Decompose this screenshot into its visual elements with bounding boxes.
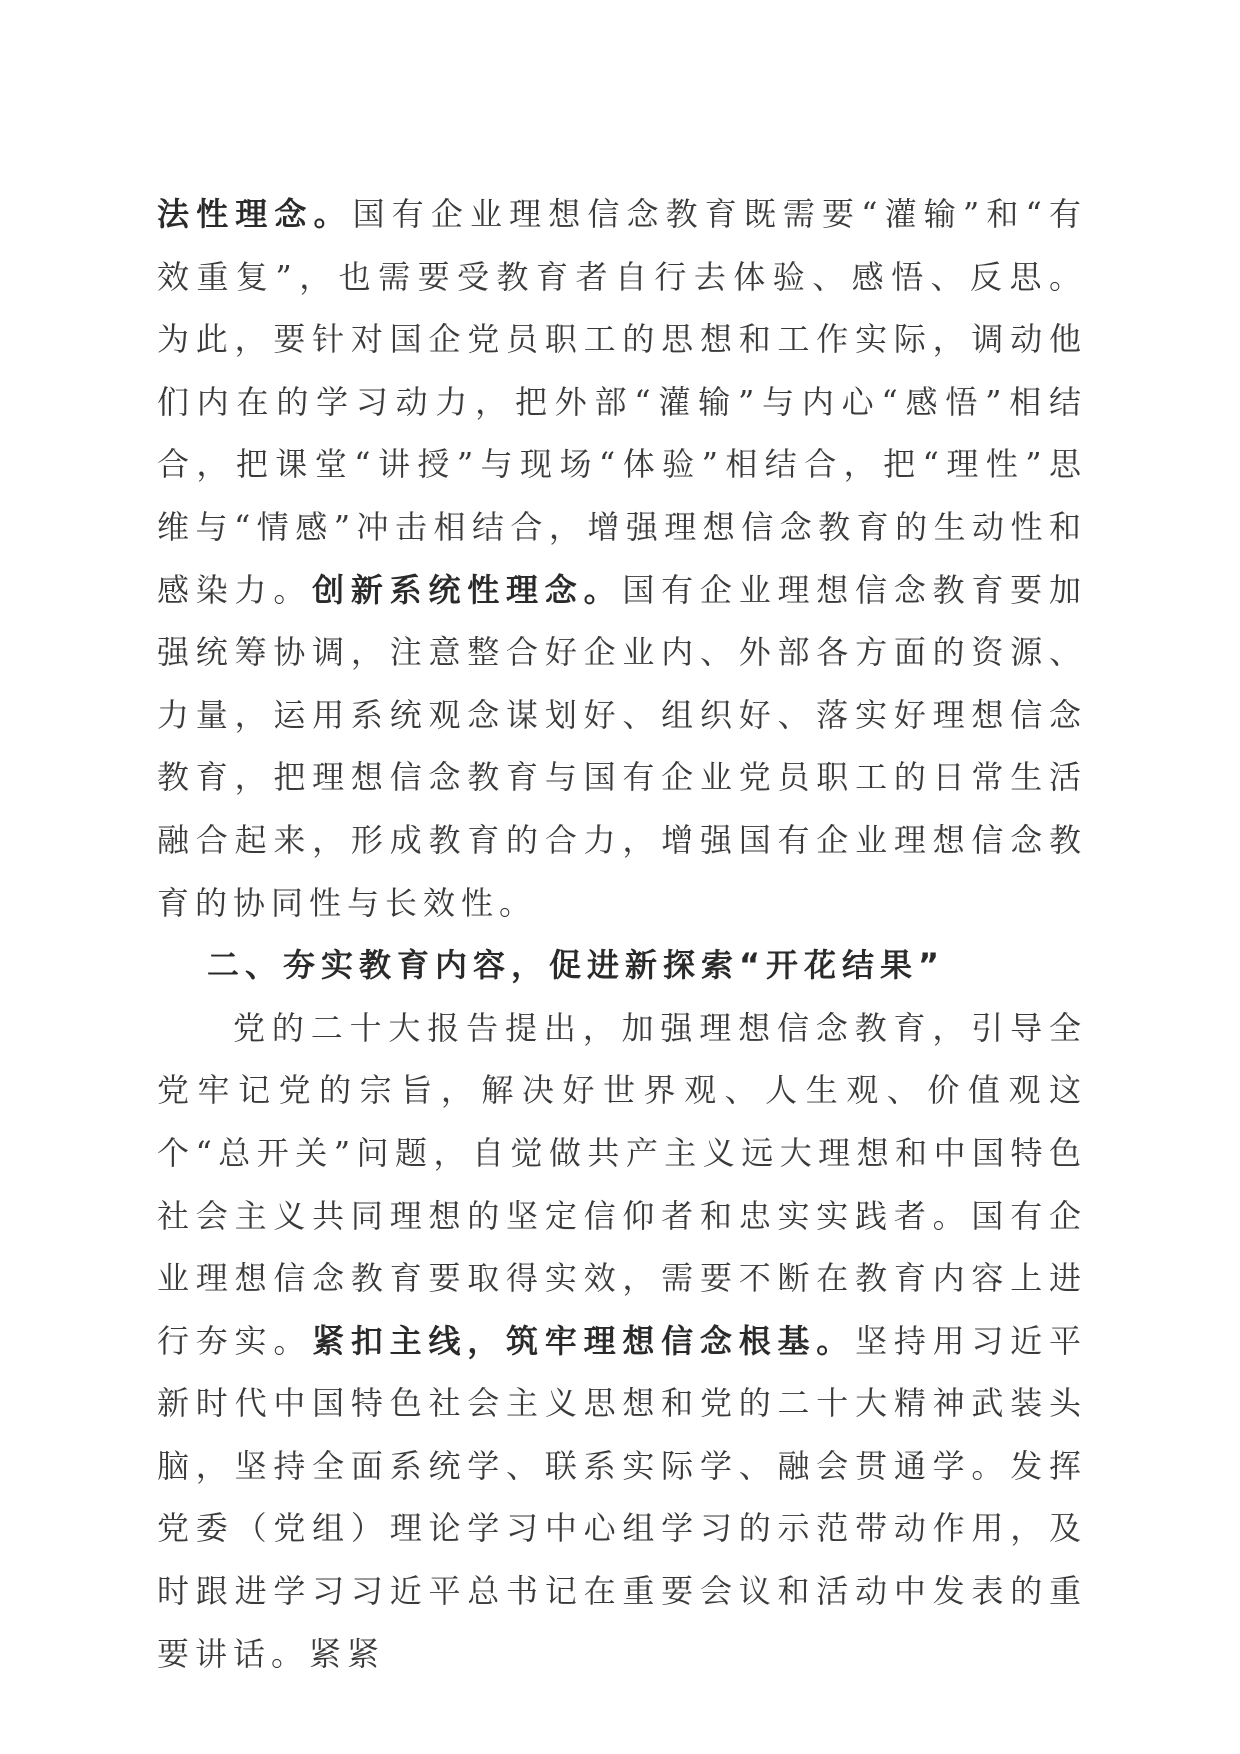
paragraph-text: 坚持用习近平新时代中国特色社会主义思想和党的二十大精神武装头脑，坚持全面系统学、联系实际学、融会贯通学。发挥党委（党组）理论学习中心组学习的示范带动作用，及时跟进学习习近平总书记在重要会议和活动中发表的重要讲话。紧紧 (157, 1321, 1087, 1673)
paragraph-text: 党的二十大报告提出，加强理想信念教育，引导全党牢记党的宗旨，解决好世界观、人生观、价值观这个“总开关”问题，自觉做共产主义远大理想和中国特色社会主义共同理想的坚定信仰者和忠实实践者。国有企业理想信念教育要取得实效，需要不断在教育内容上进行夯实。 (157, 1008, 1087, 1360)
paragraph-text: 国有企业理想信念教育要加强统筹协调，注意整合好企业内、外部各方面的资源、力量，运用系统观念谋划好、组织好、落实好理想信念教育，把理想信念教育与国有企业党员职工的日常生活融合起来，形成教育的合力，增强国有企业理想信念教育的协同性与长效性。 (157, 570, 1087, 922)
document-body (157, 183, 1087, 1685)
bold-phrase-systematic-concept: 创新系统性理念。 (312, 570, 623, 609)
paragraph-continued (157, 183, 1087, 934)
paragraph (157, 997, 1087, 1686)
bold-phrase-main-line: 紧扣主线，筑牢理想信念根基。 (312, 1321, 856, 1360)
section-heading: 二、夯实教育内容，促进新探索“开花结果” (207, 946, 946, 985)
bold-phrase-legal-concept: 法性理念。 (157, 195, 353, 233)
paragraph-text: 国有企业理想信念教育既需要“灌输”和“有效重复”，也需要受教育者自行去体验、感悟、反思。为此，要针对国企党员职工的思想和工作实际，调动他们内在的学习动力，把外部“灌输”与内心“感悟”相结合，把课堂“讲授”与现场“体验”相结合，把“理性”思维与“情感”冲击相结合，增强理想信念教育的生动性和感染力。 (157, 195, 1087, 609)
